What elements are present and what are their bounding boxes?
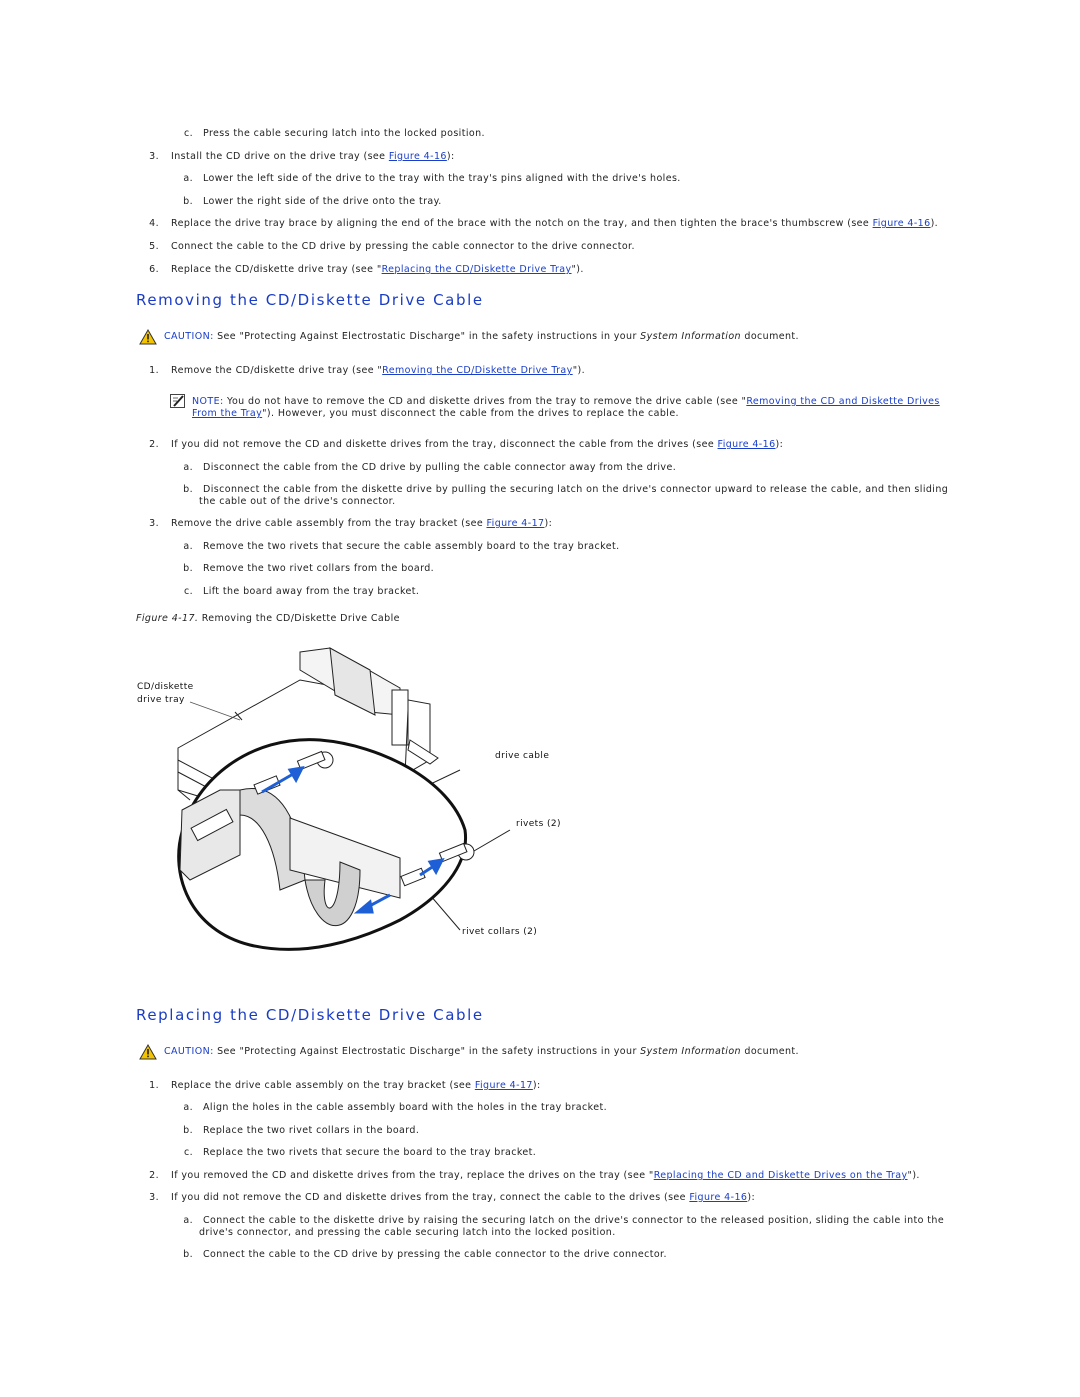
list-text: Remove the CD/diskette drive tray (see " (171, 365, 383, 376)
list-marker: b. (183, 563, 193, 574)
list-text: Replace the drive cable assembly on the tray bracket (see (171, 1080, 475, 1091)
list-marker: a. (183, 173, 193, 184)
list-item (183, 196, 442, 207)
list-item (183, 586, 420, 597)
list-item: 1. Remove the CD/diskette drive tray (see "Removing the CD/Diskette Drive Tray"). (171, 365, 585, 376)
list-marker: a. (183, 1102, 193, 1113)
list-marker: 5. (149, 241, 159, 252)
list-item (183, 563, 435, 574)
list-text: If you did not remove the CD and diskette drives from the tray, connect the cable to the drives (see (171, 1192, 690, 1203)
figure-illustration (130, 640, 570, 960)
list-text: Align the holes in the cable assembly board with the holes in the tray bracket. (203, 1102, 607, 1113)
list-text: Lower the right side of the drive onto the tray. (203, 196, 442, 207)
note-text-cont: From the Tray"). However, you must disconnect the cable from the drives to replace the cable. (192, 408, 679, 419)
list-text: Install the CD drive on the drive tray (see (171, 151, 389, 162)
list-text: Disconnect the cable from the CD drive by pulling the cable connector away from the drive. (203, 462, 677, 473)
list-marker: 6. (149, 264, 159, 275)
list-item: 3. If you did not remove the CD and diskette drives from the tray, connect the cable to the drives (see Figure 4-16): (171, 1192, 755, 1203)
list-item: 2. If you did not remove the CD and diskette drives from the tray, disconnect the cable from the drives (see Figure 4-16): (171, 439, 783, 450)
list-text: Remove the drive cable assembly from the tray bracket (see (171, 518, 487, 529)
figure-label-tray-2: drive tray (137, 695, 185, 705)
list-marker: 3. (149, 151, 159, 162)
caution-label: CAUTION: (164, 331, 214, 342)
list-text: If you removed the CD and diskette drives from the tray, replace the drives on the tray (see " (171, 1170, 654, 1181)
note-label: NOTE: (192, 396, 224, 407)
list-item (183, 1147, 537, 1158)
list-marker: 3. (149, 1192, 159, 1203)
figure-link[interactable]: Figure 4-16 (872, 218, 931, 229)
list-marker: a. (183, 462, 193, 473)
list-marker: b. (183, 1249, 193, 1260)
list-item: 6. Replace the CD/diskette drive tray (see "Replacing the CD/Diskette Drive Tray"). (171, 264, 584, 275)
figure-link[interactable]: Figure 4-17 (474, 1080, 533, 1091)
caution-text: CAUTION: See "Protecting Against Electrostatic Discharge" in the safety instructions in your System Information document. (164, 1046, 799, 1057)
figure-label-collars: rivet collars (2) (462, 927, 538, 937)
section-title: Removing the CD/Diskette Drive Cable (136, 291, 484, 309)
caution-icon (139, 329, 157, 345)
list-text: Lift the board away from the tray bracket. (203, 586, 420, 597)
figure-link[interactable]: Figure 4-16 (388, 151, 447, 162)
list-item (183, 484, 949, 495)
section-link[interactable]: From the Tray (192, 408, 263, 419)
note-text: NOTE: You do not have to remove the CD and diskette drives from the tray to remove the drive cable (see "Removing the CD and Diskette Drives (192, 396, 940, 407)
list-item (183, 173, 681, 184)
list-text: Press the cable securing latch into the locked position. (203, 128, 485, 139)
list-item: 4. Replace the drive tray brace by aligning the end of the brace with the notch on the tray, and then tighten the brace's thumbscrew (see Figure 4-16). (171, 218, 938, 229)
list-marker: b. (183, 196, 193, 207)
caution-text: CAUTION: See "Protecting Against Electrostatic Discharge" in the safety instructions in your System Information document. (164, 331, 799, 342)
caution-label: CAUTION: (164, 1046, 214, 1057)
list-text: Disconnect the cable from the diskette drive by pulling the securing latch on the drive's connector upward to release the cable, and then sliding (203, 484, 949, 495)
list-marker: c. (183, 1147, 193, 1158)
list-text: Replace the drive tray brace by aligning the end of the brace with the notch on the tray, and then tighten the brace's thumbscrew (see (171, 218, 873, 229)
section-title: Replacing the CD/Diskette Drive Cable (136, 1006, 484, 1024)
list-marker: 4. (149, 218, 159, 229)
figure-label-tray: CD/diskette (137, 682, 194, 692)
list-marker: a. (183, 541, 193, 552)
list-marker: 2. (149, 1170, 159, 1181)
list-item (183, 128, 485, 139)
figure-caption: Figure 4-17. Removing the CD/Diskette Drive Cable (136, 613, 400, 624)
list-item: 1. Replace the drive cable assembly on the tray bracket (see Figure 4-17): (171, 1080, 541, 1091)
figure-link[interactable]: Figure 4-16 (689, 1192, 748, 1203)
list-text: Lower the left side of the drive to the tray with the tray's pins aligned with the drive's holes. (203, 173, 681, 184)
figure-label-cable: drive cable (495, 751, 550, 761)
list-marker: 2. (149, 439, 159, 450)
list-item (183, 1125, 420, 1136)
section-link[interactable]: Removing the CD/Diskette Drive Tray (382, 365, 573, 376)
figure-label-rivets: rivets (2) (516, 819, 561, 829)
list-marker: 3. (149, 518, 159, 529)
list-text: Connect the cable to the diskette drive by raising the securing latch on the drive's connector to the released position, sliding the cable into the (203, 1215, 945, 1226)
list-text: Replace the two rivets that secure the board to the tray bracket. (203, 1147, 537, 1158)
section-link[interactable]: Replacing the CD/Diskette Drive Tray (381, 264, 572, 275)
list-item (183, 1102, 607, 1113)
list-item (149, 241, 635, 252)
list-text: Connect the cable to the CD drive by pressing the cable connector to the drive connector. (171, 241, 635, 252)
list-marker: b. (183, 1125, 193, 1136)
figure-link[interactable]: Figure 4-16 (717, 439, 776, 450)
section-link[interactable]: Removing the CD and Diskette Drives (746, 396, 940, 407)
list-text: Connect the cable to the CD drive by pressing the cable connector to the drive connector. (203, 1249, 667, 1260)
list-marker: c. (183, 586, 193, 597)
list-marker: 1. (149, 365, 159, 376)
caution-icon (139, 1044, 157, 1060)
list-marker: a. (183, 1215, 193, 1226)
list-text: Remove the two rivet collars from the board. (203, 563, 435, 574)
list-text: Replace the CD/diskette drive tray (see " (171, 264, 382, 275)
section-link[interactable]: Replacing the CD and Diskette Drives on the Tray (653, 1170, 908, 1181)
note-pencil-icon (170, 394, 185, 408)
list-text: If you did not remove the CD and diskette drives from the tray, disconnect the cable from the drives (see (171, 439, 718, 450)
list-item: 2. If you removed the CD and diskette drives from the tray, replace the drives on the tray (see "Replacing the CD and Diskette Drives on the Tray"). (171, 1170, 920, 1181)
list-marker: b. (183, 484, 193, 495)
list-marker: 1. (149, 1080, 159, 1091)
list-item-cont: the cable out of the drive's connector. (199, 496, 396, 507)
list-item: 3. Remove the drive cable assembly from the tray bracket (see Figure 4-17): (171, 518, 552, 529)
list-item (183, 1215, 945, 1226)
list-item (183, 1249, 667, 1260)
list-marker: c. (183, 128, 193, 139)
figure-link[interactable]: Figure 4-17 (486, 518, 545, 529)
list-item-cont: drive's connector, and pressing the cable securing latch into the locked position. (199, 1227, 616, 1238)
list-item (183, 541, 620, 552)
list-text: Replace the two rivet collars in the board. (203, 1125, 420, 1136)
list-item (183, 462, 677, 473)
list-item: 3. Install the CD drive on the drive tray (see Figure 4-16): (171, 151, 455, 162)
list-text: Remove the two rivets that secure the cable assembly board to the tray bracket. (203, 541, 620, 552)
